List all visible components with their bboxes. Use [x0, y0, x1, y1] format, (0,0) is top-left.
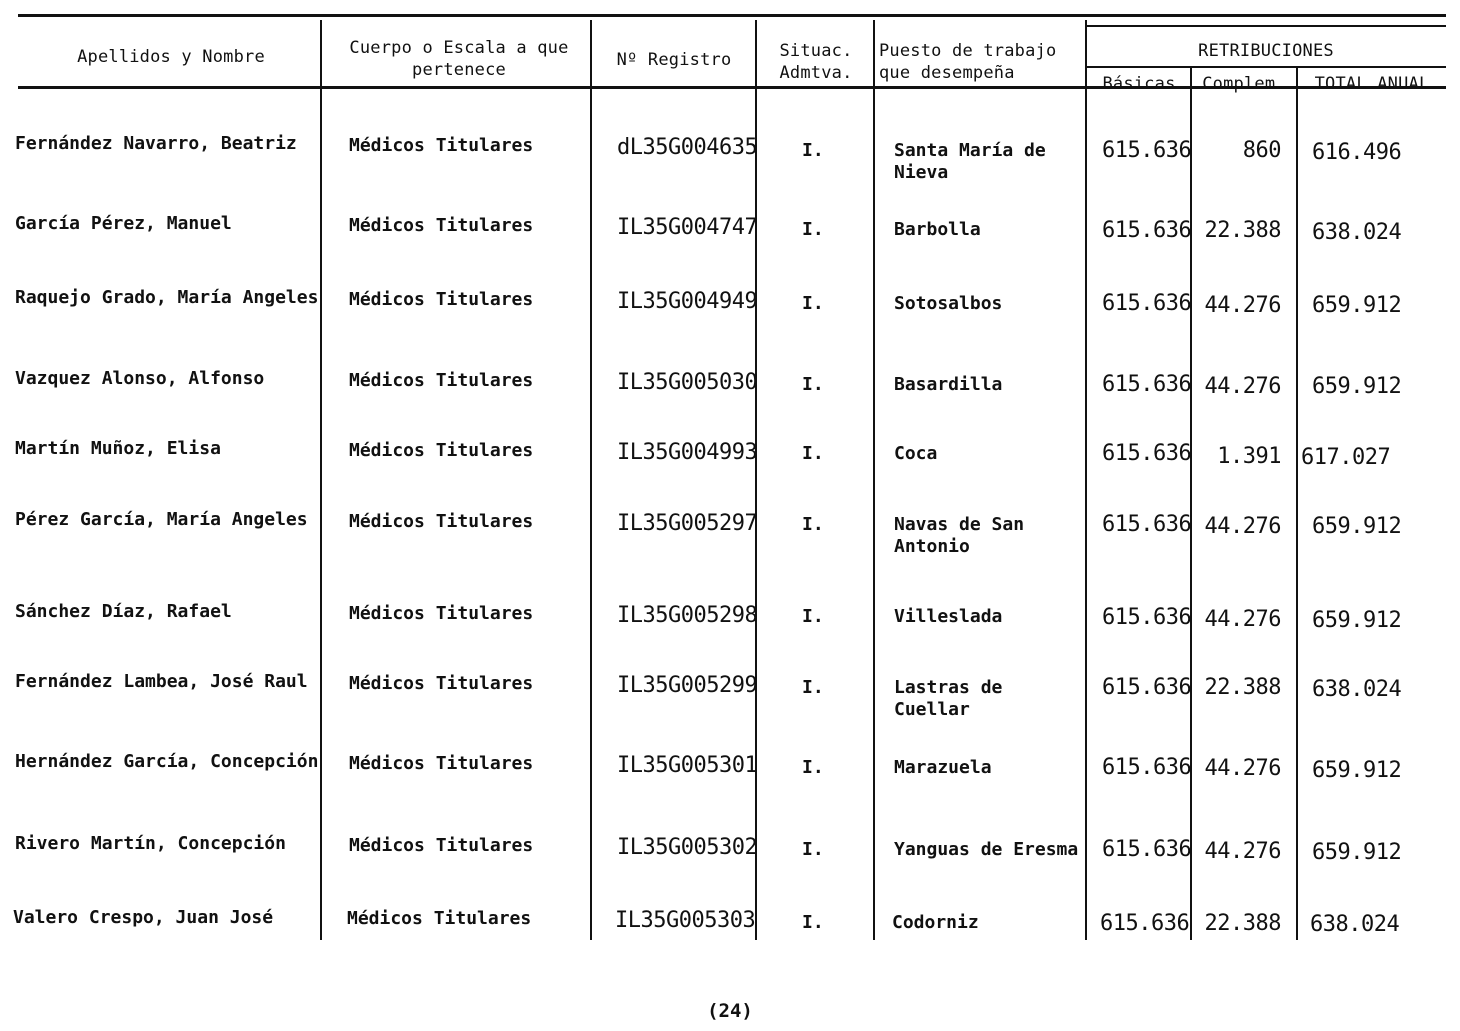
header-complem: Complem.: [1202, 74, 1286, 94]
row-2-name: García Pérez, Manuel: [15, 213, 232, 234]
row-7-basicas: 615.636: [1102, 605, 1192, 630]
row-6-complem: 44.276: [1204, 514, 1281, 539]
row-5-situac: I.: [802, 443, 824, 464]
row-10-registro: IL35G005302: [617, 835, 758, 860]
row-1-situac: I.: [802, 140, 824, 161]
row-10-name: Rivero Martín, Concepción: [15, 833, 286, 854]
row-4-name: Vazquez Alonso, Alfonso: [15, 368, 265, 389]
row-3-total: 659.912: [1312, 293, 1402, 318]
row-2-cuerpo: Médicos Titulares: [349, 215, 534, 236]
row-10-basicas: 615.636: [1102, 837, 1192, 862]
row-9-registro: IL35G005301: [617, 753, 758, 778]
row-8-basicas: 615.636: [1102, 675, 1192, 700]
row-2-registro: IL35G004747: [617, 215, 758, 240]
row-7-total: 659.912: [1312, 608, 1402, 633]
retribuciones-rule: [1086, 25, 1446, 27]
row-11-total: 638.024: [1310, 912, 1400, 937]
header-situac: Situac. Admtva.: [779, 41, 853, 83]
row-1-puesto: Santa María de Nieva: [894, 140, 1046, 183]
row-1-cuerpo: Médicos Titulares: [349, 135, 534, 156]
row-1-basicas: 615.636: [1102, 138, 1192, 163]
row-9-situac: I.: [802, 757, 824, 778]
col-divider-2: [590, 20, 592, 940]
col-divider-4: [873, 20, 875, 940]
row-7-cuerpo: Médicos Titulares: [349, 603, 534, 624]
col-divider-7: [1296, 68, 1298, 940]
row-8-name: Fernández Lambea, José Raul: [15, 671, 308, 692]
row-6-cuerpo: Médicos Titulares: [349, 511, 534, 532]
row-11-cuerpo: Médicos Titulares: [347, 908, 532, 929]
row-11-situac: I.: [802, 912, 824, 933]
row-9-total: 659.912: [1312, 758, 1402, 783]
row-6-situac: I.: [802, 514, 824, 535]
row-4-registro: IL35G005030: [617, 370, 758, 395]
header-registro: Nº Registro: [616, 50, 732, 70]
row-6-registro: IL35G005297: [617, 511, 758, 536]
row-1-complem: 860: [1242, 138, 1281, 163]
row-9-complem: 44.276: [1204, 756, 1281, 781]
row-4-total: 659.912: [1312, 374, 1402, 399]
row-3-basicas: 615.636: [1102, 291, 1192, 316]
row-5-complem: 1.391: [1217, 444, 1281, 469]
row-9-basicas: 615.636: [1102, 755, 1192, 780]
row-9-puesto: Marazuela: [894, 757, 992, 778]
row-9-cuerpo: Médicos Titulares: [349, 753, 534, 774]
row-7-complem: 44.276: [1204, 607, 1281, 632]
col-divider-5: [1085, 20, 1087, 940]
row-4-cuerpo: Médicos Titulares: [349, 370, 534, 391]
row-7-puesto: Villeslada: [894, 606, 1003, 627]
row-11-complem: 22.388: [1204, 911, 1281, 936]
row-11-puesto: Codorniz: [892, 912, 979, 933]
row-1-registro: dL35G004635: [617, 135, 758, 160]
col-divider-6: [1190, 68, 1192, 940]
row-11-basicas: 615.636: [1100, 911, 1190, 936]
header-name: Apellidos y Nombre: [77, 47, 265, 67]
row-11-registro: IL35G005303: [615, 908, 756, 933]
row-3-situac: I.: [802, 293, 824, 314]
row-10-puesto: Yanguas de Eresma: [894, 839, 1079, 860]
row-10-situac: I.: [802, 839, 824, 860]
row-2-puesto: Barbolla: [894, 219, 981, 240]
row-1-total: 616.496: [1312, 140, 1402, 165]
row-6-basicas: 615.636: [1102, 512, 1192, 537]
row-3-cuerpo: Médicos Titulares: [349, 289, 534, 310]
row-3-complem: 44.276: [1204, 293, 1281, 318]
row-7-name: Sánchez Díaz, Rafael: [15, 601, 232, 622]
row-3-name: Raquejo Grado, María Angeles: [15, 287, 319, 308]
header-total: TOTAL ANUAL: [1314, 74, 1430, 94]
row-3-registro: IL35G004949: [617, 289, 758, 314]
row-10-cuerpo: Médicos Titulares: [349, 835, 534, 856]
row-11-name: Valero Crespo, Juan José: [13, 907, 274, 928]
row-4-complem: 44.276: [1204, 374, 1281, 399]
row-4-basicas: 615.636: [1102, 372, 1192, 397]
row-5-name: Martín Muñoz, Elisa: [15, 438, 221, 459]
row-4-puesto: Basardilla: [894, 374, 1003, 395]
row-2-situac: I.: [802, 219, 824, 240]
row-8-situac: I.: [802, 677, 824, 698]
subheader-rule: [1086, 66, 1446, 68]
header-retribuciones: RETRIBUCIONES: [1198, 41, 1334, 61]
row-9-name: Hernández García, Concepción: [15, 751, 319, 772]
row-10-complem: 44.276: [1204, 839, 1281, 864]
header-puesto: Puesto de trabajo que desempeña: [879, 41, 1057, 83]
row-6-puesto: Navas de San Antonio: [894, 514, 1025, 557]
row-8-cuerpo: Médicos Titulares: [349, 673, 534, 694]
row-7-situac: I.: [802, 606, 824, 627]
row-8-puesto: Lastras de Cuellar: [894, 677, 1003, 720]
header-cuerpo: Cuerpo o Escala a que pertenece: [349, 38, 569, 80]
row-5-puesto: Coca: [894, 443, 938, 464]
row-5-cuerpo: Médicos Titulares: [349, 440, 534, 461]
row-2-complem: 22.388: [1204, 218, 1281, 243]
row-2-basicas: 615.636: [1102, 218, 1192, 243]
row-4-situac: I.: [802, 374, 824, 395]
row-6-name: Pérez García, María Angeles: [15, 509, 308, 530]
row-5-total: 617.027: [1301, 445, 1391, 470]
row-3-puesto: Sotosalbos: [894, 293, 1003, 314]
page-number: (24): [707, 1000, 753, 1022]
row-5-basicas: 615.636: [1102, 441, 1192, 466]
top-rule: [18, 14, 1446, 17]
row-8-complem: 22.388: [1204, 675, 1281, 700]
header-basicas: Básicas: [1102, 74, 1176, 94]
row-5-registro: IL35G004993: [617, 440, 758, 465]
row-10-total: 659.912: [1312, 840, 1402, 865]
row-6-total: 659.912: [1312, 514, 1402, 539]
row-1-name: Fernández Navarro, Beatriz: [15, 133, 297, 154]
row-8-total: 638.024: [1312, 677, 1402, 702]
row-7-registro: IL35G005298: [617, 603, 758, 628]
row-2-total: 638.024: [1312, 220, 1402, 245]
row-8-registro: IL35G005299: [617, 673, 758, 698]
col-divider-1: [320, 20, 322, 940]
